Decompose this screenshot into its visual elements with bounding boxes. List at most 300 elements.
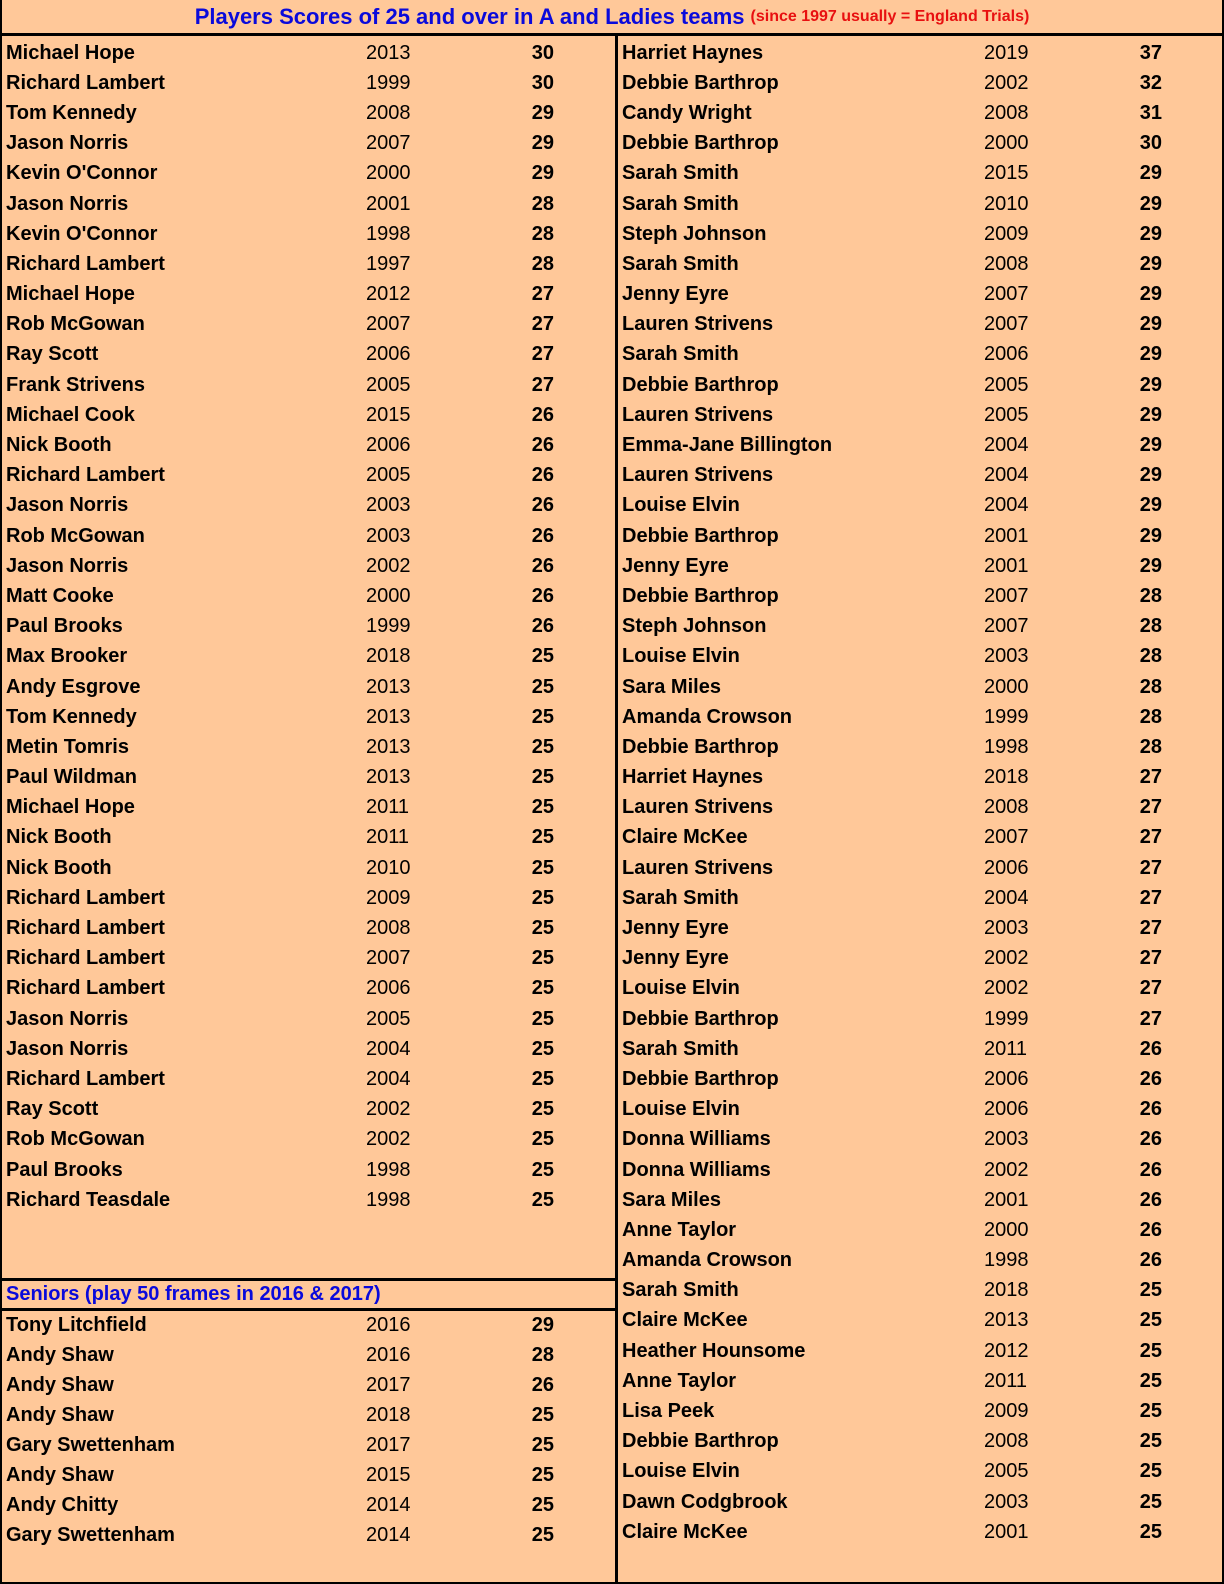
table-row (2, 129, 615, 159)
table-row (2, 400, 615, 430)
year-cell: 1999 (984, 1007, 1029, 1030)
table-row (2, 38, 615, 68)
player-name: Andy Shaw (6, 1343, 114, 1366)
player-name: Louise Elvin (622, 1098, 740, 1121)
year-cell: 1999 (366, 71, 411, 94)
score-cell: 25 (531, 1128, 554, 1151)
player-name: Rob McGowan (6, 313, 145, 336)
player-name: Steph Johnson (622, 615, 767, 638)
player-name: Kevin O'Connor (6, 162, 158, 185)
player-name: Lauren Strivens (622, 464, 774, 487)
score-cell: 25 (531, 1523, 554, 1546)
score-cell: 26 (1139, 1098, 1162, 1121)
score-cell: 27 (531, 373, 554, 396)
table-row (2, 823, 615, 853)
player-name: Rob McGowan (6, 1128, 145, 1151)
player-name: Lauren Strivens (622, 403, 774, 426)
table-row (618, 883, 1222, 913)
score-cell: 27 (1139, 947, 1162, 970)
table-row (2, 702, 615, 732)
player-name: Debbie Barthrop (622, 1067, 779, 1090)
year-cell: 2007 (984, 313, 1029, 336)
player-name: Steph Johnson (622, 222, 767, 245)
table-row (2, 1520, 615, 1550)
score-cell: 25 (531, 1433, 554, 1456)
score-cell: 25 (531, 1493, 554, 1516)
table-row (2, 1310, 615, 1340)
score-cell: 26 (531, 554, 554, 577)
year-cell: 2013 (366, 675, 411, 698)
score-cell: 29 (1139, 554, 1162, 577)
year-cell: 2001 (984, 1520, 1029, 1543)
score-cell: 25 (1139, 1430, 1162, 1453)
player-name: Candy Wright (622, 101, 752, 124)
player-name: Gary Swettenham (6, 1433, 175, 1456)
table-row (2, 1125, 615, 1155)
table-row (2, 189, 615, 219)
table-row (2, 763, 615, 793)
score-cell: 26 (531, 615, 554, 638)
player-name: Nick Booth (6, 856, 112, 879)
score-cell: 29 (531, 132, 554, 155)
table-row (618, 1095, 1222, 1125)
table-row (618, 642, 1222, 672)
player-name: Louise Elvin (622, 494, 740, 517)
table-row (2, 913, 615, 943)
year-cell: 2007 (984, 826, 1029, 849)
score-cell: 25 (1139, 1490, 1162, 1513)
table-row (2, 491, 615, 521)
score-cell: 28 (1139, 584, 1162, 607)
player-name: Debbie Barthrop (622, 584, 779, 607)
table-row (618, 249, 1222, 279)
table-row (618, 793, 1222, 823)
score-cell: 25 (531, 1037, 554, 1060)
player-name: Lauren Strivens (622, 856, 774, 879)
table-row (2, 98, 615, 128)
player-name: Michael Hope (6, 796, 135, 819)
score-cell: 27 (1139, 1007, 1162, 1030)
table-row (2, 793, 615, 823)
score-cell: 27 (1139, 796, 1162, 819)
player-name: Lisa Peek (622, 1400, 715, 1423)
table-row (618, 159, 1222, 189)
year-cell: 2004 (984, 434, 1029, 457)
table-row (618, 370, 1222, 400)
title-main: Players Scores of 25 and over in A and Ladies teams (194, 3, 745, 29)
table-row (2, 310, 615, 340)
score-cell: 29 (1139, 373, 1162, 396)
table-row (618, 491, 1222, 521)
score-cell: 28 (1139, 675, 1162, 698)
score-cell: 25 (531, 1007, 554, 1030)
year-cell: 2013 (366, 766, 411, 789)
player-name: Tom Kennedy (6, 705, 137, 728)
year-cell: 2001 (984, 1188, 1029, 1211)
table-row (618, 461, 1222, 491)
player-name: Richard Lambert (6, 917, 165, 940)
table-row (618, 129, 1222, 159)
player-name: Jason Norris (6, 132, 129, 155)
year-cell: 2013 (366, 735, 411, 758)
player-name: Donna Williams (622, 1128, 771, 1151)
player-name: Sarah Smith (622, 343, 739, 366)
year-cell: 2011 (984, 1037, 1028, 1060)
year-cell: 2016 (366, 1343, 411, 1366)
table-row (618, 521, 1222, 551)
year-cell: 2007 (366, 132, 411, 155)
year-cell: 2008 (366, 101, 411, 124)
score-cell: 31 (1139, 101, 1162, 124)
year-cell: 2012 (366, 283, 411, 306)
table-row (2, 974, 615, 1004)
player-name: Anne Taylor (622, 1218, 737, 1241)
player-name: Claire McKee (622, 1309, 748, 1332)
table-row (618, 189, 1222, 219)
player-name: Sara Miles (622, 1188, 721, 1211)
score-cell: 29 (531, 1313, 554, 1336)
score-cell: 30 (531, 41, 554, 64)
player-name: Andy Chitty (6, 1493, 119, 1516)
player-name: Sarah Smith (622, 886, 739, 909)
table-row (2, 551, 615, 581)
table-row (2, 370, 615, 400)
year-cell: 2003 (984, 1490, 1029, 1513)
score-cell: 29 (1139, 524, 1162, 547)
score-cell: 27 (531, 343, 554, 366)
table-row (2, 1340, 615, 1370)
score-cell: 25 (531, 1188, 554, 1211)
score-cell: 25 (531, 796, 554, 819)
player-name: Emma-Jane Billington (622, 434, 833, 457)
player-name: Richard Lambert (6, 977, 165, 1000)
player-name: Max Brooker (6, 645, 128, 668)
year-cell: 2003 (984, 645, 1029, 668)
year-cell: 2009 (984, 222, 1029, 245)
table-row (2, 853, 615, 883)
year-cell: 2018 (984, 1279, 1029, 1302)
year-cell: 2019 (984, 41, 1029, 64)
score-cell: 29 (1139, 343, 1162, 366)
table-row (2, 1095, 615, 1125)
year-cell: 2005 (984, 1460, 1029, 1483)
table-row (2, 581, 615, 611)
player-name: Jason Norris (6, 1037, 129, 1060)
table-row (2, 612, 615, 642)
table-row (2, 280, 615, 310)
year-cell: 2014 (366, 1523, 411, 1546)
score-cell: 26 (1139, 1067, 1162, 1090)
year-cell: 2008 (984, 101, 1029, 124)
player-name: Heather Hounsome (622, 1339, 806, 1362)
year-cell: 1997 (366, 252, 411, 275)
score-cell: 29 (1139, 252, 1162, 275)
year-cell: 2017 (366, 1373, 411, 1396)
player-name: Dawn Codgbrook (622, 1490, 788, 1513)
player-name: Paul Brooks (6, 1158, 123, 1181)
player-name: Richard Lambert (6, 1067, 165, 1090)
table-row (2, 1370, 615, 1400)
table-row (2, 1400, 615, 1430)
table-row (618, 1427, 1222, 1457)
year-cell: 2015 (984, 162, 1029, 185)
player-name: Sarah Smith (622, 162, 739, 185)
player-name: Andy Shaw (6, 1403, 114, 1426)
table-row (2, 219, 615, 249)
year-cell: 2004 (984, 494, 1029, 517)
score-cell: 29 (531, 101, 554, 124)
player-name: Jenny Eyre (622, 917, 729, 940)
table-row (2, 944, 615, 974)
year-cell: 2002 (366, 1128, 411, 1151)
player-name: Andy Shaw (6, 1373, 114, 1396)
table-row (618, 551, 1222, 581)
table-row (618, 430, 1222, 460)
player-name: Donna Williams (622, 1158, 771, 1181)
score-cell: 25 (1139, 1309, 1162, 1332)
score-cell: 25 (531, 886, 554, 909)
year-cell: 2002 (984, 977, 1029, 1000)
score-cell: 29 (1139, 222, 1162, 245)
score-cell: 25 (531, 766, 554, 789)
score-cell: 29 (1139, 434, 1162, 457)
score-cell: 27 (1139, 826, 1162, 849)
year-cell: 2014 (366, 1493, 411, 1516)
score-cell: 25 (531, 675, 554, 698)
year-cell: 2003 (984, 917, 1029, 940)
score-cell: 37 (1139, 41, 1162, 64)
table-row (618, 1034, 1222, 1064)
year-cell: 2009 (366, 886, 411, 909)
player-name: Debbie Barthrop (622, 373, 779, 396)
year-cell: 1999 (366, 615, 411, 638)
player-name: Anne Taylor (622, 1369, 737, 1392)
year-cell: 2007 (366, 947, 411, 970)
score-cell: 26 (531, 434, 554, 457)
year-cell: 2006 (366, 977, 411, 1000)
year-cell: 2008 (984, 1430, 1029, 1453)
table-row (618, 1366, 1222, 1396)
player-name: Michael Hope (6, 41, 135, 64)
year-cell: 2010 (366, 856, 411, 879)
score-cell: 25 (531, 1158, 554, 1181)
player-name: Andy Esgrove (6, 675, 141, 698)
score-cell: 26 (1139, 1218, 1162, 1241)
year-cell: 2001 (366, 192, 411, 215)
score-cell: 25 (531, 826, 554, 849)
table-row (618, 944, 1222, 974)
year-cell: 2012 (984, 1339, 1029, 1362)
year-cell: 2006 (984, 343, 1029, 366)
year-cell: 1998 (366, 1188, 411, 1211)
player-name: Ray Scott (6, 343, 99, 366)
year-cell: 2007 (366, 313, 411, 336)
year-cell: 2006 (366, 434, 411, 457)
player-name: Amanda Crowson (622, 1249, 793, 1272)
player-name: Harriet Haynes (622, 766, 764, 789)
year-cell: 2009 (984, 1400, 1029, 1423)
score-cell: 27 (1139, 886, 1162, 909)
score-cell: 25 (1139, 1460, 1162, 1483)
year-cell: 2015 (366, 1463, 411, 1486)
a-team-list (2, 38, 615, 1215)
score-cell: 29 (531, 162, 554, 185)
table-row (618, 1185, 1222, 1215)
table-row (2, 461, 615, 491)
year-cell: 2008 (366, 917, 411, 940)
player-name: Debbie Barthrop (622, 524, 779, 547)
score-cell: 26 (1139, 1188, 1162, 1211)
table-row (618, 340, 1222, 370)
player-name: Metin Tomris (6, 735, 129, 758)
table-row (618, 1246, 1222, 1276)
score-cell: 25 (1139, 1369, 1162, 1392)
score-cell: 25 (1139, 1520, 1162, 1543)
player-name: Rob McGowan (6, 524, 145, 547)
table-row (618, 823, 1222, 853)
score-cell: 28 (1139, 615, 1162, 638)
player-name: Kevin O'Connor (6, 222, 158, 245)
table-row (2, 430, 615, 460)
player-name: Tom Kennedy (6, 101, 137, 124)
year-cell: 2006 (984, 856, 1029, 879)
player-name: Jenny Eyre (622, 283, 729, 306)
score-cell: 28 (1139, 645, 1162, 668)
score-cell: 25 (1139, 1400, 1162, 1423)
player-name: Jason Norris (6, 554, 129, 577)
score-cell: 30 (531, 71, 554, 94)
table-row (618, 1487, 1222, 1517)
player-name: Harriet Haynes (622, 41, 764, 64)
player-name: Frank Strivens (6, 373, 145, 396)
score-cell: 26 (531, 494, 554, 517)
ladies-list (618, 38, 1222, 1547)
score-cell: 27 (531, 313, 554, 336)
table-row (618, 68, 1222, 98)
year-cell: 2013 (366, 41, 411, 64)
score-cell: 29 (1139, 283, 1162, 306)
table-row (618, 1457, 1222, 1487)
score-cell: 25 (1139, 1339, 1162, 1362)
table-row (2, 883, 615, 913)
score-cell: 27 (1139, 766, 1162, 789)
player-name: Jason Norris (6, 1007, 129, 1030)
year-cell: 2005 (366, 464, 411, 487)
table-row (618, 280, 1222, 310)
year-cell: 2018 (366, 645, 411, 668)
player-name: Michael Cook (6, 403, 135, 426)
score-cell: 29 (1139, 313, 1162, 336)
score-cell: 27 (1139, 977, 1162, 1000)
player-name: Debbie Barthrop (622, 1007, 779, 1030)
score-cell: 25 (531, 1098, 554, 1121)
year-cell: 2000 (366, 162, 411, 185)
score-cell: 28 (531, 192, 554, 215)
table-row (618, 1276, 1222, 1306)
year-cell: 2013 (984, 1309, 1029, 1332)
table-row (618, 612, 1222, 642)
player-name: Tony Litchfield (6, 1313, 147, 1336)
score-cell: 29 (1139, 464, 1162, 487)
year-cell: 2004 (366, 1067, 411, 1090)
table-row (618, 853, 1222, 883)
year-cell: 1998 (366, 222, 411, 245)
score-cell: 29 (1139, 162, 1162, 185)
year-cell: 2006 (984, 1098, 1029, 1121)
year-cell: 2004 (984, 464, 1029, 487)
score-cell: 28 (1139, 735, 1162, 758)
year-cell: 2007 (984, 615, 1029, 638)
year-cell: 2003 (366, 524, 411, 547)
score-cell: 32 (1139, 71, 1162, 94)
score-cell: 29 (1139, 494, 1162, 517)
year-cell: 2000 (984, 132, 1029, 155)
year-cell: 2000 (366, 584, 411, 607)
player-name: Richard Lambert (6, 252, 165, 275)
year-cell: 2002 (366, 554, 411, 577)
year-cell: 2007 (984, 283, 1029, 306)
year-cell: 2011 (366, 826, 410, 849)
year-cell: 2001 (984, 554, 1029, 577)
year-cell: 2004 (366, 1037, 411, 1060)
year-cell: 2011 (366, 796, 410, 819)
player-name: Sara Miles (622, 675, 721, 698)
player-name: Jason Norris (6, 192, 129, 215)
year-cell: 2018 (366, 1403, 411, 1426)
title-subtitle: (since 1997 usually = England Trials) (750, 7, 1030, 25)
year-cell: 2006 (984, 1067, 1029, 1090)
table-row (2, 672, 615, 702)
score-cell: 26 (531, 1373, 554, 1396)
table-row (2, 159, 615, 189)
table-row (2, 521, 615, 551)
year-cell: 2000 (984, 675, 1029, 698)
table-row (618, 581, 1222, 611)
year-cell: 2007 (984, 584, 1029, 607)
table-row (2, 1430, 615, 1460)
player-name: Paul Brooks (6, 615, 123, 638)
year-cell: 2017 (366, 1433, 411, 1456)
year-cell: 2003 (984, 1128, 1029, 1151)
score-cell: 25 (531, 1067, 554, 1090)
player-name: Sarah Smith (622, 252, 739, 275)
year-cell: 2002 (984, 947, 1029, 970)
score-cell: 25 (531, 1403, 554, 1426)
player-name: Paul Wildman (6, 766, 137, 789)
year-cell: 2004 (984, 886, 1029, 909)
year-cell: 2016 (366, 1313, 411, 1336)
seniors-header: Seniors (play 50 frames in 2016 & 2017) (2, 1278, 615, 1311)
score-cell: 25 (531, 1463, 554, 1486)
table-row (2, 642, 615, 672)
player-name: Louise Elvin (622, 977, 740, 1000)
player-name: Debbie Barthrop (622, 735, 779, 758)
score-cell: 25 (531, 735, 554, 758)
player-name: Gary Swettenham (6, 1523, 175, 1546)
player-name: Debbie Barthrop (622, 132, 779, 155)
score-cell: 26 (1139, 1037, 1162, 1060)
year-cell: 2002 (984, 71, 1029, 94)
year-cell: 2002 (984, 1158, 1029, 1181)
player-name: Michael Hope (6, 283, 135, 306)
player-name: Nick Booth (6, 434, 112, 457)
score-cell: 28 (531, 252, 554, 275)
table-row (618, 913, 1222, 943)
year-cell: 2010 (984, 192, 1029, 215)
player-name: Debbie Barthrop (622, 71, 779, 94)
year-cell: 2008 (984, 252, 1029, 275)
table-row (618, 974, 1222, 1004)
